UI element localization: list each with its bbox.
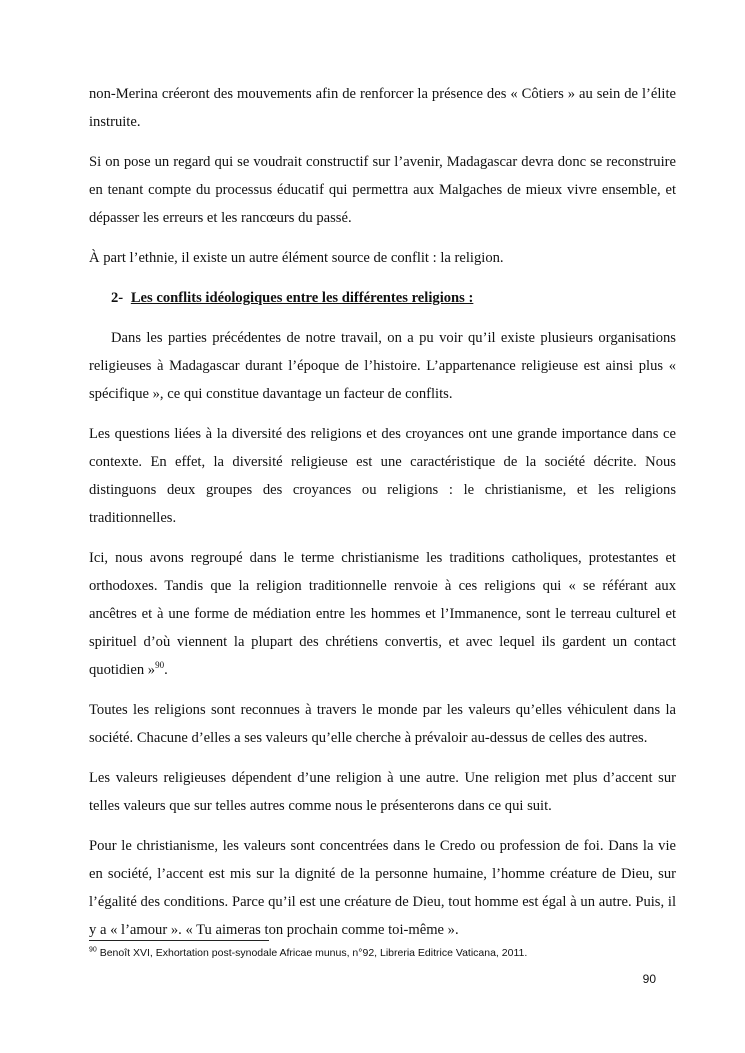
- paragraph-6-text: Ici, nous avons regroupé dans le terme christianisme les traditions catholiques, protestantes et orthodoxes. Tandis que la religion traditionnelle renvoie à ces religions qui « se référant aux ancêtres et à une forme de médiation entre les hommes et l’Immanence, sont le terreau culturel et spirituel d’où viennent la plupart des chrétiens convertis, et avec lequel ils gardent un contact quotidien »: [89, 550, 676, 678]
- paragraph-6: [89, 544, 676, 684]
- paragraph-9: Pour le christianisme, les valeurs sont concentrées dans le Credo ou profession de foi. Dans la vie en société, l’accent est mis sur la dignité de la personne humaine, l’homme créature de Dieu, sur l’égalité des conditions. Parce qu’il est une créature de Dieu, tout homme est égal à un autre. Puis, il y a « l’amour ». « Tu aimeras ton prochain comme toi-même ».: [89, 838, 676, 938]
- footnote-marker: 90: [89, 946, 97, 954]
- section-title: Les conflits idéologiques entre les différentes religions :: [130, 290, 474, 306]
- paragraph-6-end: .: [164, 662, 168, 678]
- footnote-text: Benoît XVI, Exhortation post-synodale Africae munus, n°92, Libreria Editrice Vaticana, 2011.: [96, 947, 528, 959]
- paragraph-3: À part l’ethnie, il existe un autre élément source de conflit : la religion.: [89, 250, 504, 266]
- page-number: 90: [642, 972, 656, 986]
- footnote: [89, 946, 676, 960]
- footnote-divider: [89, 940, 269, 941]
- paragraph-1: non-Merina créeront des mouvements afin de renforcer la présence des « Côtiers » au sein de l’élite instruite.: [89, 86, 676, 130]
- paragraph-4: Dans les parties précédentes de notre travail, on a pu voir qu’il existe plusieurs organisations religieuses à Madagascar durant l’époque de l’histoire. L’appartenance religieuse est ainsi plus « spécifique », ce qui constitue davantage un facteur de conflits.: [89, 330, 676, 402]
- paragraph-8: Les valeurs religieuses dépendent d’une religion à une autre. Une religion met plus d’accent sur telles valeurs que sur telles autres comme nous le présenterons dans ce qui suit.: [89, 770, 676, 814]
- paragraph-7: Toutes les religions sont reconnues à travers le monde par les valeurs qu’elles véhiculent dans la société. Chacune d’elles a ses valeurs qu’elle cherche à prévaloir au-dessus de celles des autres.: [89, 702, 676, 746]
- footnote-reference[interactable]: 90: [155, 660, 165, 671]
- section-heading: [89, 284, 676, 312]
- paragraph-5: Les questions liées à la diversité des religions et des croyances ont une grande importance dans ce contexte. En effet, la diversité religieuse est une caractéristique de la société décrite. Nous distinguons deux groupes des croyances ou religions : le christianisme, et les religions traditionnelles.: [89, 426, 676, 526]
- section-number: 2-: [111, 290, 124, 306]
- page-body: [89, 80, 676, 944]
- paragraph-2: Si on pose un regard qui se voudrait constructif sur l’avenir, Madagascar devra donc se reconstruire en tenant compte du processus éducatif qui permettra aux Malgaches de mieux vivre ensemble, et dépasser les erreurs et les rancœurs du passé.: [89, 154, 676, 226]
